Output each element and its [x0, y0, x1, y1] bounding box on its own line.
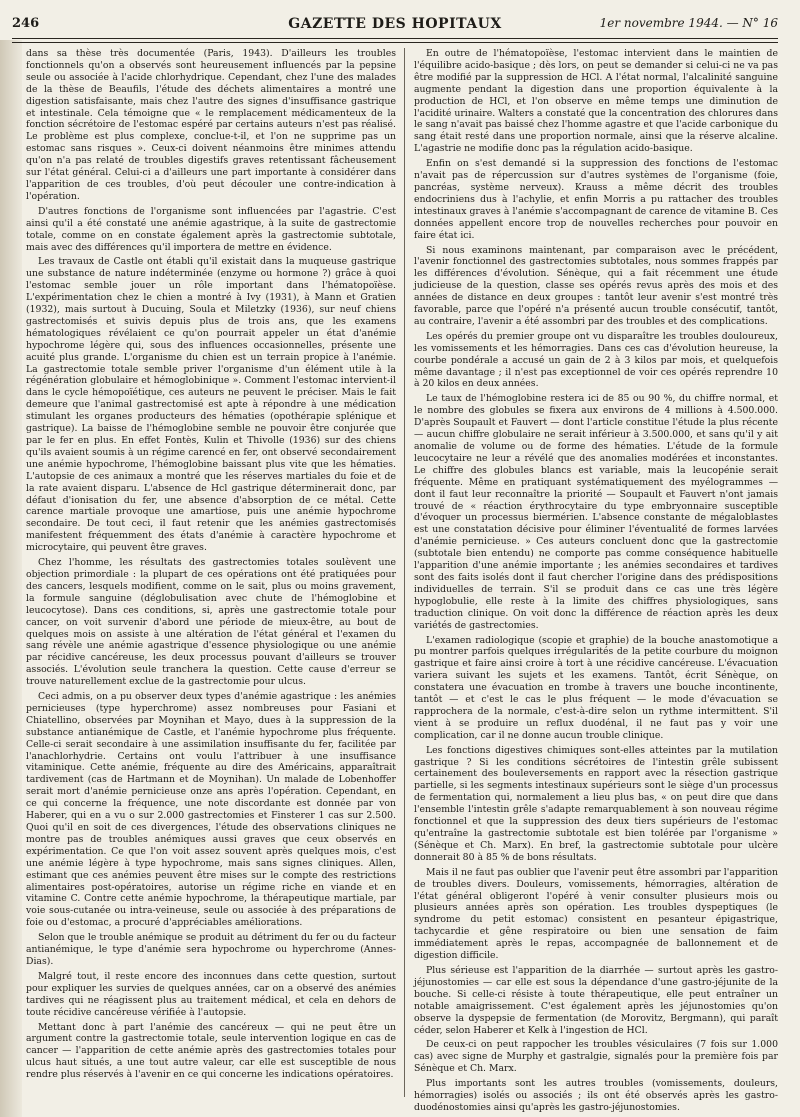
paragraph: Les fonctions digestives chimiques sont-elles atteintes par la mutilation gastrique ? Si les conditions sécrétoires de l'intestin grêle subissent certainement des bouleversements en rapport avec la résection gastrique partielle, si les segments intestinaux supérieurs sont le siège d'un processus de fermentation qui, normalement a lieu plus bas, « on peut dire que dans l'ensemble l'intestin grêle s'adapte remarquablement à son nouveau régime fonctionnel et que la suppression des deux tiers supérieurs de l'estomac qu'entraîne la gastrectomie subtotale est bien tolérée par l'organisme » (Sénèque et Ch. Marx). En bref, la gastrectomie subtotale pour ulcère donnerait 80 à 85 % de bons résultats.: [414, 744, 778, 863]
paragraph: Mettant donc à part l'anémie des cancéreux — qui ne peut être un argument contre la gastrectomie totale, seule intervention logique en cas de cancer — l'apparition de cette anémie après des gastrectomies totales pour ulcus haut situés, a une tout autre valeur, car elle est susceptible de nous rendre plus réservés à l'avenir en ce qui concerne les indications opératoires.: [26, 1021, 396, 1081]
paragraph: Ceci admis, on a pu observer deux types d'anémie agastrique : les anémies pernicieuses (type hyperchrome) assez nombreuses pour Fasiani et Chiatellino, observées par Moynihan et Mayo, dues à la suppression de la substance antianémique de Castle, et l'anémie hypochrome plus fréquente. Celle-ci serait secondaire à une assimilation insuffisante du fer, facilitée par l'anachlorhydrie. Certains ont voulu l'attribuer à une insuffisance vitaminique. Cette anémie, fréquente au dire des Américains, apparaîtrait tardivement (cas de Hartmann et de Moynihan). Un malade de Lobenhoffer serait mort d'anémie pernicieuse onze ans après l'opération. Cependant, en ce qui concerne la fréquence, une note discordante est donnée par von Haberer, qui en a vu o sur 2.000 gastrectomies et Finsterer 1 cas sur 2.500. Quoi qu'il en soit de ces divergences, l'étude des observations cliniques ne montre pas de troubles anémiques aussi graves que ceux observés en expérimentation. Ce que l'on voit assez souvent après quelques mois, c'est une anémie légère à type hypochrome, mais sans signes cliniques. Allen, estimant que ces anémies peuvent être mises sur le compte des restrictions alimentaires post-opératoires, autorise un régime riche en viande et en vitamine C. Contre cette anémie hypochrome, la thérapeutique martiale, par voie sous-cutanée ou intra-veineuse, seule ou associée à des préparations de foie ou d'estomac, a procuré d'appréciables améliorations.: [26, 691, 396, 929]
paragraph: Mais il ne faut pas oublier que l'avenir peut être assombri par l'apparition de troubles divers. Douleurs, vomissements, hémorragies, altération de l'état général obligeront l'opéré à venir consulter plusieurs mois ou plusieurs années après son opération. Les troubles dyspeptiques (le syndrome du petit estomac) consistent en pesanteur épigastrique, tachycardie et gêne respiratoire ou bien une sensation de faim immédiatement après le repas, accompagnée de ballonnement et de digestion difficile.: [414, 866, 778, 962]
paragraph: En outre de l'hématopoïèse, l'estomac intervient dans le maintien de l'équilibre acido-basique ; dès lors, on peut se demander si celui-ci ne va pas être modifié par la suppression de HCl. A l'état normal, l'alcalinité sanguine augmente pendant la digestion dans une proportion équivalente à la production de HCl, et l'on observe en même temps une diminution de l'acidité urinaire. Walters a constaté que la concentration des chlorures dans le sang n'avait pas baissé chez l'homme agastre et que l'acide carbonique du sang était resté dans une proportion normale, ainsi que la réserve alcaline. L'agastrie ne modifie donc pas la régulation acido-basique.: [414, 48, 778, 155]
header-rule: [12, 42, 778, 43]
column-divider: [404, 48, 405, 1097]
paragraph: Enfin on s'est demandé si la suppression des fonctions de l'estomac n'avait pas de répercussion sur d'autres systèmes de l'organisme (foie, pancréas, système nerveux). Krauss a même décrit des troubles endocriniens dus à l'achylie, et enfin Morris a pu rattacher des troubles intestinaux graves à l'anémie s'accompagnant de carence de vitamine B. Ces données appellent encore trop de nouvelles recherches pour pouvoir en faire état ici.: [414, 158, 778, 241]
journal-title: GAZETTE DES HOPITAUX: [288, 16, 502, 32]
paragraph: Plus sérieuse est l'apparition de la diarrhée — surtout après les gastro-jéjunostomies — car elle est sous la dépendance d'une gastro-jéjunite de la bouche. Si celle-ci résiste à toute thérapeutique, elle peut entraîner un notable amaigrissement. C'est également après les jéjunostomies qu'on observe la dyspepsie de fermentation (de Morovitz, Bergmann), qui paraît céder, selon Haberer et Kelk à l'ingestion de HCl.: [414, 964, 778, 1036]
paragraph: Les opérés du premier groupe ont vu disparaître les troubles douloureux, les vomissements et les hémorragies. Dans ces cas d'évolution heureuse, la courbe pondérale a accusé un gain de 2 à 3 kilos par mois, et quelquefois même davantage ; il n'est pas exceptionnel de voir ces opérés reprendre 10 à 20 kilos en deux années.: [414, 330, 778, 390]
left-column: [26, 48, 396, 1084]
paragraph: L'examen radiologique (scopie et graphie) de la bouche anastomotique a pu montrer parfois quelques irrégularités de la petite courbure du moignon gastrique et faire ainsi croire à tort à une récidive cancéreuse. L'évacuation variera suivant les sujets et les examens. Tantôt, écrit Sénèque, on constatera une évacuation en trombe à travers une bouche incontinente, tantôt — et c'est le cas le plus fréquent — le mode d'évacuation se rapprochera de la normale, c'est-à-dire selon un rythme intermittent. S'il vient à se produire un reflux duodénal, il ne faut pas y voir une complication, car il ne donne aucun trouble clinique.: [414, 634, 778, 741]
paragraph: D'autres fonctions de l'organisme sont influencées par l'agastrie. C'est ainsi qu'il a été constaté une anémie agastrique, à la suite de gastrectomie totale, comme on en constate également après la gastrectomie subtotale, mais avec des différences qu'il importera de mettre en évidence.: [26, 205, 396, 253]
paragraph: Plus importants sont les autres troubles (vomissements, douleurs, hémorragies) isolés ou associés ; ils ont été observés après les gastro-duodénostomies ainsi qu'après les gastro-jéjunostomies.: [414, 1078, 778, 1113]
issue-date: 1er novembre 1944. — N° 16: [599, 16, 778, 30]
page-header: [12, 14, 778, 39]
paragraph: dans sa thèse très documentée (Paris, 1943). D'ailleurs les troubles fonctionnels qu'on a observés sont heureusement influencés par la pepsine seule ou associée à l'acide chlorhydrique. Cependant, chez l'une des malades de la thèse de Beaufils, l'étude des déchets alimentaires a montré une digestion satisfaisante, mais chez l'autre des signes d'insuffisance gastrique et intestinale. Cela témoigne que « le remplacement médicamenteux de la fonction sécrétoire de l'estomac espéré par certains auteurs n'est pas réalisé. Le problème est plus complexe, conclue-t-il, et l'on ne supprime pas un estomac sans risques ». Ceux-ci doivent néanmoins être minimes attendu qu'on n'a pas relaté de troubles digestifs graves retentissant fâcheusement sur l'état général. Celui-ci a d'ailleurs une part importante à considérer dans l'apparition de ces troubles, d'où peut découler une contre-indication à l'opération.: [26, 48, 396, 202]
binding-shadow: [0, 40, 22, 1117]
right-column: [414, 48, 778, 1117]
paragraph: De ceux-ci on peut rappocher les troubles vésiculaires (7 fois sur 1.000 cas) avec signe de Murphy et gastralgie, signalés pour la première fois par Sénèque et Ch. Marx.: [414, 1039, 778, 1075]
page-number: 246: [12, 16, 40, 31]
paragraph: Chez l'homme, les résultats des gastrectomies totales soulèvent une objection primordiale : la plupart de ces opérations ont été pratiquées pour des cancers, lesquels modifient, comme on le sait, plus ou moins gravement, la formule sanguine (déglobulisation avec chute de l'hémoglobine et leucocytose). Dans ces conditions, si, après une gastrectomie totale pour cancer, on voit survenir d'abord une période de mieux-être, au bout de quelques mois on assiste à une altération de l'état général et l'examen du sang révèle une anémie agastrique d'essence physiologique ou une anémie par récidive cancéreuse, les deux processus pouvant d'ailleurs se trouver associés. L'évolution seule tranchera la question. Cette cause d'erreur se trouve naturellement exclue de la gastrectomie pour ulcus.: [26, 557, 396, 688]
paragraph: Selon que le trouble anémique se produit au détriment du fer ou du facteur antianémique, le type d'anémie sera hypochrome ou hyperchrome (Annes-Dias).: [26, 932, 396, 967]
paragraph: Les travaux de Castle ont établi qu'il existait dans la muqueuse gastrique une substance de nature indéterminée (enzyme ou hormone ?) grâce à quoi l'estomac semble jouer un rôle important dans l'hématopoïèse. L'expérimentation chez le chien a montré à Ivy (1931), à Mann et Gratien (1932), mais surtout à Ducuing, Soula et Miletzky (1936), sur neuf chiens gastrectomisés et suivis depuis plus de trois ans, que les examens hématologiques révélaient ce qu'on pourrait appeler un état d'anémie hypochrome légère qui, sous des influences occasionnelles, présente une acuité plus grande. L'organisme du chien est un terrain propice à l'anémie. La gastrectomie totale semble priver l'organisme d'un élément utile à la régénération globulaire et hémoglobinique ». Comment l'estomac intervient-il dans le cycle hémopoïétique, ces auteurs ne peuvent le préciser. Mais le fait demeure que l'animal gastrectomisé est apte à répondre à une médication stimulant les organes producteurs des hématies (opothérapie splénique et gastrique). La baisse de l'hémoglobine semble ne pouvoir être conjurée que par le fer en plus. En effet Fontès, Kulin et Thivolle (1936) sur des chiens qu'ils avaient soumis à un régime carencé en fer, ont observé secondairement une anémie hypochrome, l'hémoglobine baissant plus vite que les hématies. L'autopsie de ces animaux a montré que les réserves martiales du foie et de la rate avaient disparu. L'absence de Hcl gastrique déterminerait donc, par défaut d'ionisation du fer, une absence d'absorption de ce métal. Cette carence martiale provoque une amartiose, puis une anémie hypochrome secondaire. De tout ceci, il faut retenir que les anémies gastrectomisés manifestent fréquemment des états d'anémie à caractère hypochrome et microcytaire, qui peuvent être graves.: [26, 256, 396, 554]
paragraph: Le taux de l'hémoglobine restera ici de 85 ou 90 %, du chiffre normal, et le nombre des globules se fixera aux environs de 4 millions à 4.500.000. D'après Soupault et Fauvert — dont l'article constitue l'étude la plus récente — aucun chiffre globulaire ne serait inférieur à 3.500.000, et sans qu'il y ait anomalie de volume ou de forme des hématies. L'étude de la formule leucocytaire ne leur a révélé que des anomalies modérées et inconstantes. Le chiffre des globules blancs est variable, mais la leucopénie serait fréquente. Même en pratiquant systématiquement des myélogrammes — dont il faut leur reconnaître la priorité — Soupault et Fauvert n'ont jamais trouvé de « réaction érythrocytaire du type embryonnaire susceptible d'évoquer un processus biermérien. L'absence constante de mégaloblastes est une constatation décisive pour éliminer l'éventualité de formes larvées d'anémie pernicieuse. » Ces auteurs concluent donc que la gastrectomie (subtotale bien entendu) ne comporte pas comme conséquence habituelle l'apparition d'une anémie importante ; les anémies secondaires et tardives sont des faits isolés dont il faut chercher l'origine dans des prédispositions individuelles de terrain. S'il se produit dans ce cas une très légère hypoglobulie, elle reste à la limite des chiffres physiologiques, sans traduction clinique. On voit donc la différence de réaction après les deux variétés de gastrectomies.: [414, 393, 778, 631]
paragraph: Si nous examinons maintenant, par comparaison avec le précédent, l'avenir fonctionnel des gastrectomies subtotales, nous sommes frappés par les différences d'évolution. Sénèque, qui a fait récemment une étude judicieuse de la question, classe ses opérés revus après des mois et des années de distance en deux groupes : tantôt leur avenir s'est montré très favorable, parce que l'opéré n'a présenté aucun trouble consécutif, tantôt, au contraire, l'avenir a été assombri par des troubles et des complications.: [414, 244, 778, 327]
paragraph: Malgré tout, il reste encore des inconnues dans cette question, surtout pour expliquer les survies de quelques années, car on a observé des anémies tardives qui ne réagissent plus au traitement médical, et cela en dehors de toute récidive cancéreuse vérifiée à l'autopsie.: [26, 970, 396, 1018]
